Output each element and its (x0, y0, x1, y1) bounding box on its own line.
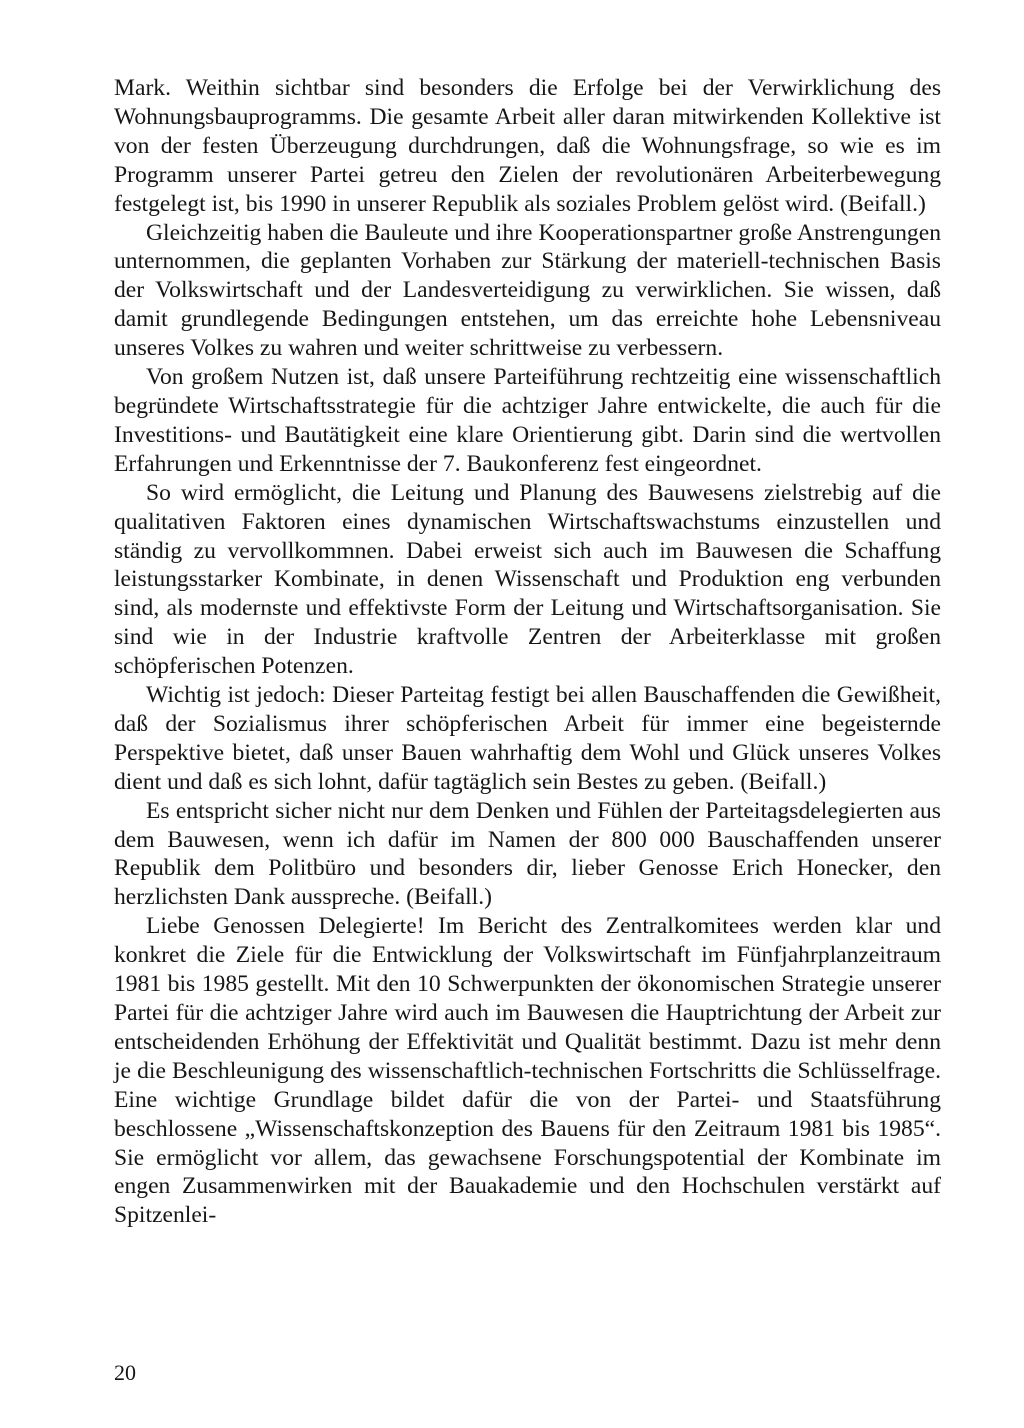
paragraph-1: Mark. Weithin sichtbar sind besonders die Erfolge bei der Verwirklichung des Wohnungsbauprogramms. Die gesamte Arbeit aller daran mitwirkenden Kollektive ist von der festen Überzeugung durchdrungen, daß die Wohnungsfrage, so wie es im Programm unserer Partei getreu den Zielen der revolutionären Arbeiterbewegung festgelegt ist, bis 1990 in unserer Republik als soziales Problem gelöst wird. (Beifall.) (114, 75, 941, 217)
paragraph-3: Von großem Nutzen ist, daß unsere Parteiführung rechtzeitig eine wissenschaftlich begründete Wirtschaftsstrategie für die achtziger Jahre entwickelte, die auch für die Investitions- und Bautätigkeit eine klare Orientierung gibt. Darin sind die wertvollen Erfahrungen und Erkenntnisse der 7. Baukonferenz fest eingeordnet. (114, 364, 941, 477)
paragraph-2: Gleichzeitig haben die Bauleute und ihre Kooperationspartner große Anstrengungen unternommen, die geplanten Vorhaben zur Stärkung der materiell-technischen Basis der Volkswirtschaft und der Landesverteidigung zu verwirklichen. Sie wissen, daß damit grundlegende Bedingungen entstehen, um das erreichte hohe Lebensniveau unseres Volkes zu wahren und weiter schrittweise zu verbessern. (114, 219, 941, 362)
paragraph-7: Liebe Genossen Delegierte! Im Bericht des Zentralkomitees werden klar und konkret die Ziele für die Entwicklung der Volkswirtschaft im Fünfjahrplanzeitraum 1981 bis 1985 gestellt. Mit den 10 Schwerpunkten der ökonomischen Strategie unserer Partei für die achtziger Jahre wird auch im Bauwesen die Hauptrichtung der Arbeit zur entscheidenden Erhöhung der Effektivität und Qualität bestimmt. Dazu ist mehr denn je die Beschleunigung des wissenschaftlich-technischen Fortschritts die Schlüsselfrage. Eine wichtige Grundlage bildet dafür die von der Partei- und Staatsführung beschlossene „Wissenschaftskonzeption des Bauens für den Zeitraum 1981 bis 1985“. Sie ermöglicht vor allem, das gewachsene Forschungspotential der Kombinate im engen Zusammenwirken mit der Bauakademie und den Hochschulen verstärkt auf Spitzenlei- (114, 913, 941, 1229)
page-number: 20 (114, 1360, 136, 1385)
paragraph-5: Wichtig ist jedoch: Dieser Parteitag festigt bei allen Bauschaffenden die Gewißheit, daß der Sozialismus ihrer schöpferischen Arbeit für immer eine begeisternde Perspektive bietet, daß unser Bauen wahrhaftig dem Wohl und Glück unseres Volkes dient und daß es sich lohnt, dafür tagtäglich sein Bestes zu geben. (Beifall.) (114, 682, 941, 795)
paragraph-4: So wird ermöglicht, die Leitung und Planung des Bauwesens zielstrebig auf die qualitativen Faktoren eines dynamischen Wirtschaftswachstums einzustellen und ständig zu vervollkommnen. Dabei erweist sich auch im Bauwesen die Schaffung leistungsstarker Kombinate, in denen Wissenschaft und Produktion eng verbunden sind, als modernste und effektivste Form der Leitung und Wirtschaftsorganisation. Sie sind wie in der Industrie kraftvolle Zentren der Arbeiterklasse mit großen schöpferischen Potenzen. (114, 479, 941, 680)
body-text (114, 74, 941, 1230)
paragraph-6: Es entspricht sicher nicht nur dem Denken und Fühlen der Parteitagsdelegierten aus dem Bauwesen, wenn ich dafür im Namen der 800 000 Bauschaffenden unserer Republik dem Politbüro und besonders dir, lieber Genosse Erich Honecker, den herzlichsten Dank ausspreche. (Beifall.) (114, 797, 941, 911)
